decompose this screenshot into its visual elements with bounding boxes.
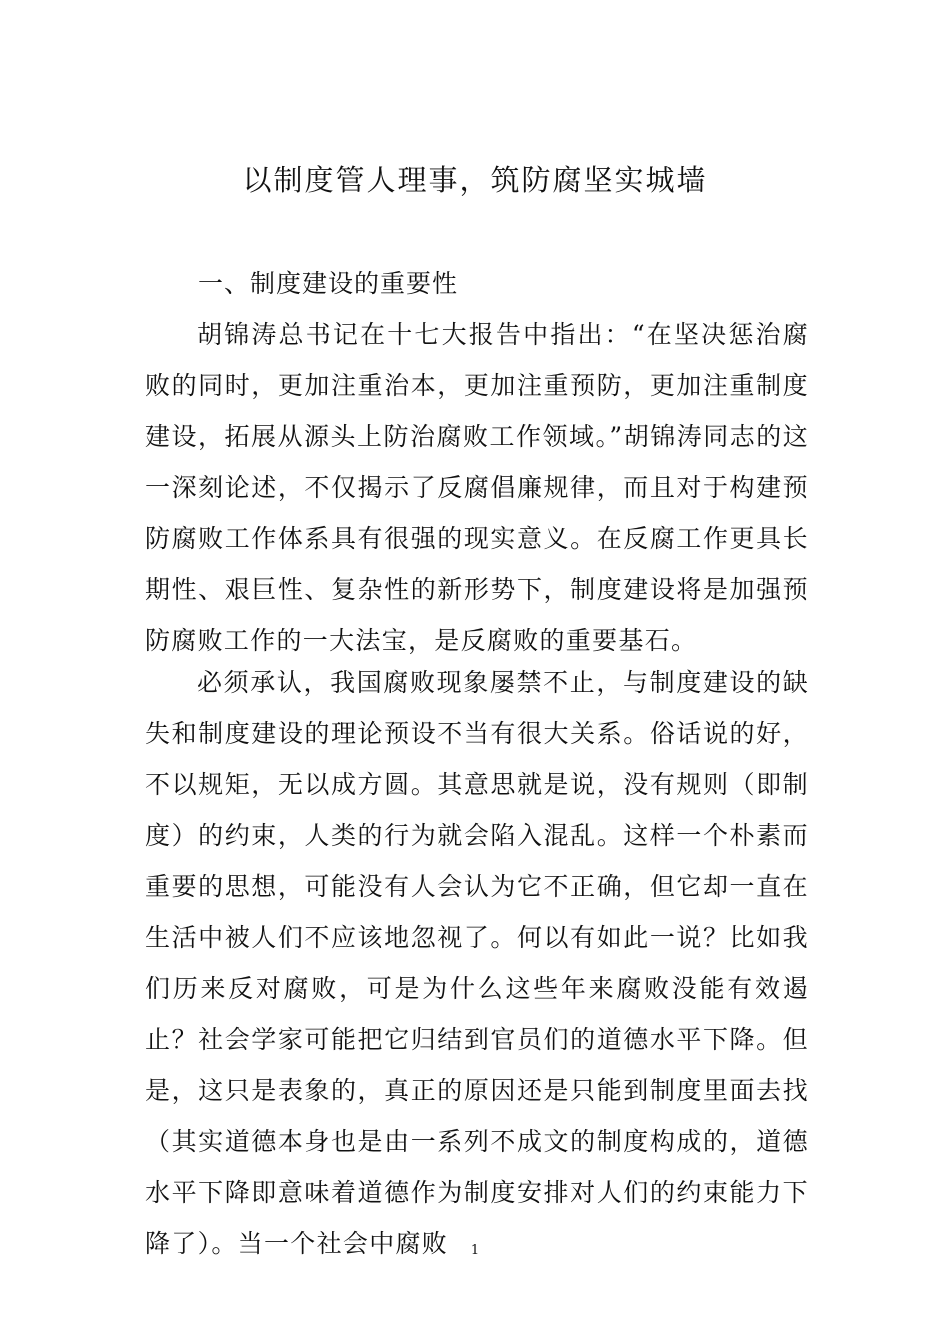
- page-number: 1: [470, 1243, 480, 1258]
- section-heading: 一、制度建设的重要性: [198, 269, 459, 298]
- document-title: 以制度管人理事，筑防腐坚实城墙: [242, 163, 708, 197]
- body-paragraph: 必须承认，我国腐败现象屡禁不止，与制度建设的缺失和制度建设的理论预设不当有很大关系。俗话说的好，不以规矩，无以成方圆。其意思就是说，没有规则（即制度）的约束，人类的行为就会陷入混乱。这样一个朴素而重要的思想，可能没有人会认为它不正确，但它却一直在生活中被人们不应该地忽视了。何以有如此一说？比如我们历来反对腐败，可是为什么这些年来腐败没能有效遏止？社会学家可能把它归结到官员们的道德水平下降。但是，这只是表象的，真正的原因还是只能到制度里面去找（其实道德本身也是由一系列不成文的制度构成的，道德水平下降即意味着道德作为制度安排对人们的约束能力下降了）。当一个社会中腐败: [145, 668, 809, 1258]
- body-paragraph: 胡锦涛总书记在十七大报告中指出：“在坚决惩治腐败的同时，更加注重治本，更加注重预防，更加注重制度建设，拓展从源头上防治腐败工作领域。”胡锦涛同志的这一深刻论述，不仅揭示了反腐倡廉规律，而且对于构建预防腐败工作体系具有很强的现实意义。在反腐工作更具长期性、艰巨性、复杂性的新形势下，制度建设将是加强预防腐败工作的一大法宝，是反腐败的重要基石。: [145, 320, 809, 655]
